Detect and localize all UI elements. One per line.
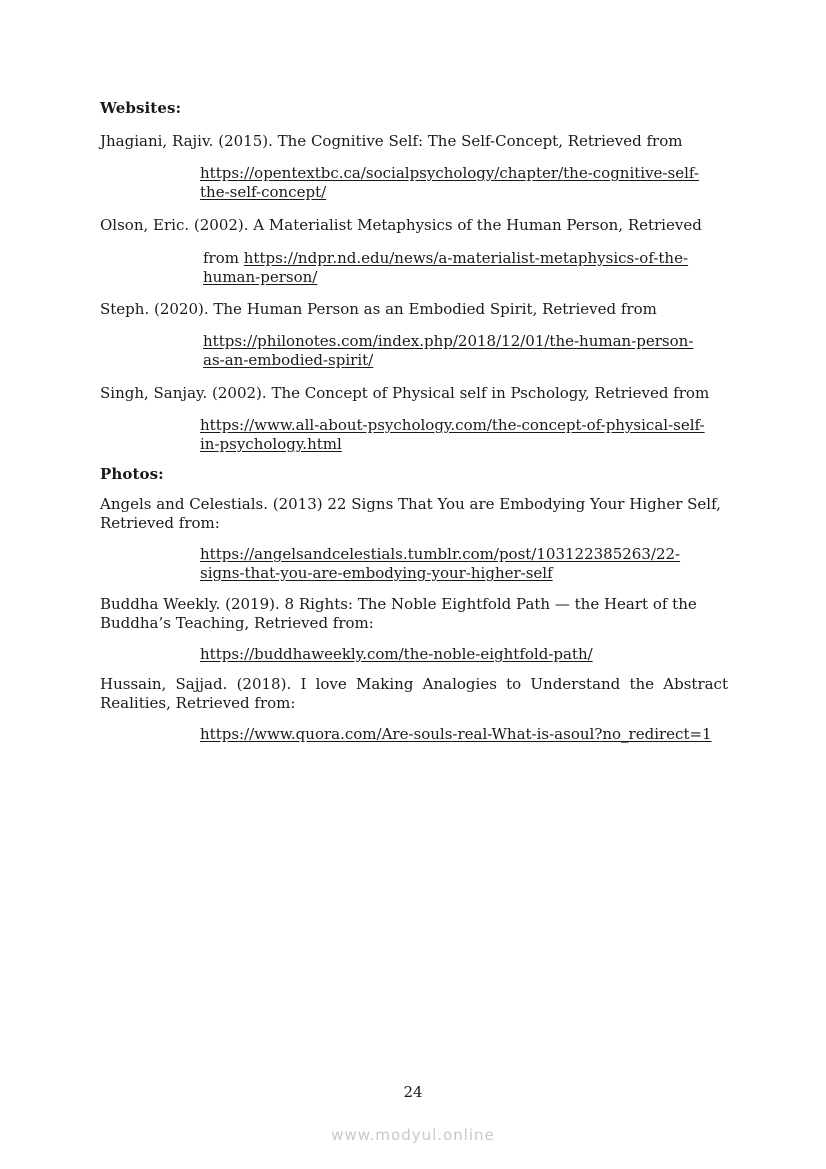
url-singh[interactable]: [200, 416, 705, 454]
citation-hussain-line2: Realities, Retrieved from:: [100, 694, 296, 712]
url-steph-line2[interactable]: as-an-embodied-spirit/: [203, 351, 374, 369]
citation-singh: Singh, Sanjay. (2002). The Concept of Physical self in Pschology, Retrieved from: [100, 384, 710, 402]
url-hussain[interactable]: [200, 725, 712, 744]
url-olson-line2[interactable]: human-person/: [203, 268, 318, 286]
citation-buddha-line1: Buddha Weekly. (2019). 8 Rights: The Noble Eightfold Path — the Heart of the: [100, 595, 697, 613]
watermark: www.modyul.online: [331, 1126, 495, 1144]
url-angels[interactable]: [200, 545, 680, 583]
websites-heading: Websites:: [100, 99, 182, 117]
citation-olson: Olson, Eric. (2002). A Materialist Metaphysics of the Human Person, Retrieved: [100, 216, 702, 234]
url-buddha-line1[interactable]: https://buddhaweekly.com/the-noble-eightfold-path/: [200, 645, 593, 663]
citation-angels-line2: Retrieved from:: [100, 514, 220, 532]
citation-steph: Steph. (2020). The Human Person as an Embodied Spirit, Retrieved from: [100, 300, 657, 318]
url-jhagiani[interactable]: [200, 164, 699, 202]
url-jhagiani-line2[interactable]: the-self-concept/: [200, 183, 327, 201]
url-angels-line1[interactable]: https://angelsandcelestials.tumblr.com/post/103122385263/22-: [200, 545, 681, 563]
photos-heading: Photos:: [100, 465, 164, 483]
citation-hussain: [100, 675, 728, 713]
url-singh-line1[interactable]: https://www.all-about-psychology.com/the-concept-of-physical-self-: [200, 416, 705, 434]
url-angels-line2[interactable]: signs-that-you-are-embodying-your-higher-self: [200, 564, 553, 582]
citation-buddha: [100, 595, 728, 633]
url-buddha[interactable]: [200, 645, 593, 664]
url-olson-line1[interactable]: https://ndpr.nd.edu/news/a-materialist-metaphysics-of-the-: [243, 249, 689, 267]
url-olson-prefix: from: [203, 249, 244, 267]
citation-jhagiani: Jhagiani, Rajiv. (2015). The Cognitive Self: The Self-Concept, Retrieved from: [100, 132, 683, 150]
citation-hussain-line1: Hussain, Sajjad. (2018). I love Making Analogies to Understand the Abstract: [100, 675, 728, 693]
url-jhagiani-line1[interactable]: https://opentextbc.ca/socialpsychology/chapter/the-cognitive-self-: [200, 164, 699, 182]
url-steph[interactable]: [203, 332, 693, 370]
page-number: 24: [403, 1083, 423, 1101]
url-olson[interactable]: [203, 249, 688, 287]
citation-angels: [100, 495, 728, 533]
citation-buddha-line2: Buddha’s Teaching, Retrieved from:: [100, 614, 374, 632]
url-steph-line1[interactable]: https://philonotes.com/index.php/2018/12/01/the-human-person-: [203, 332, 694, 350]
url-hussain-line1[interactable]: https://www.quora.com/Are-souls-real-What-is-asoul?no_redirect=1: [200, 725, 712, 743]
citation-angels-line1: Angels and Celestials. (2013) 22 Signs That You are Embodying Your Higher Self,: [100, 495, 721, 513]
url-singh-line2[interactable]: in-psychology.html: [200, 435, 342, 453]
